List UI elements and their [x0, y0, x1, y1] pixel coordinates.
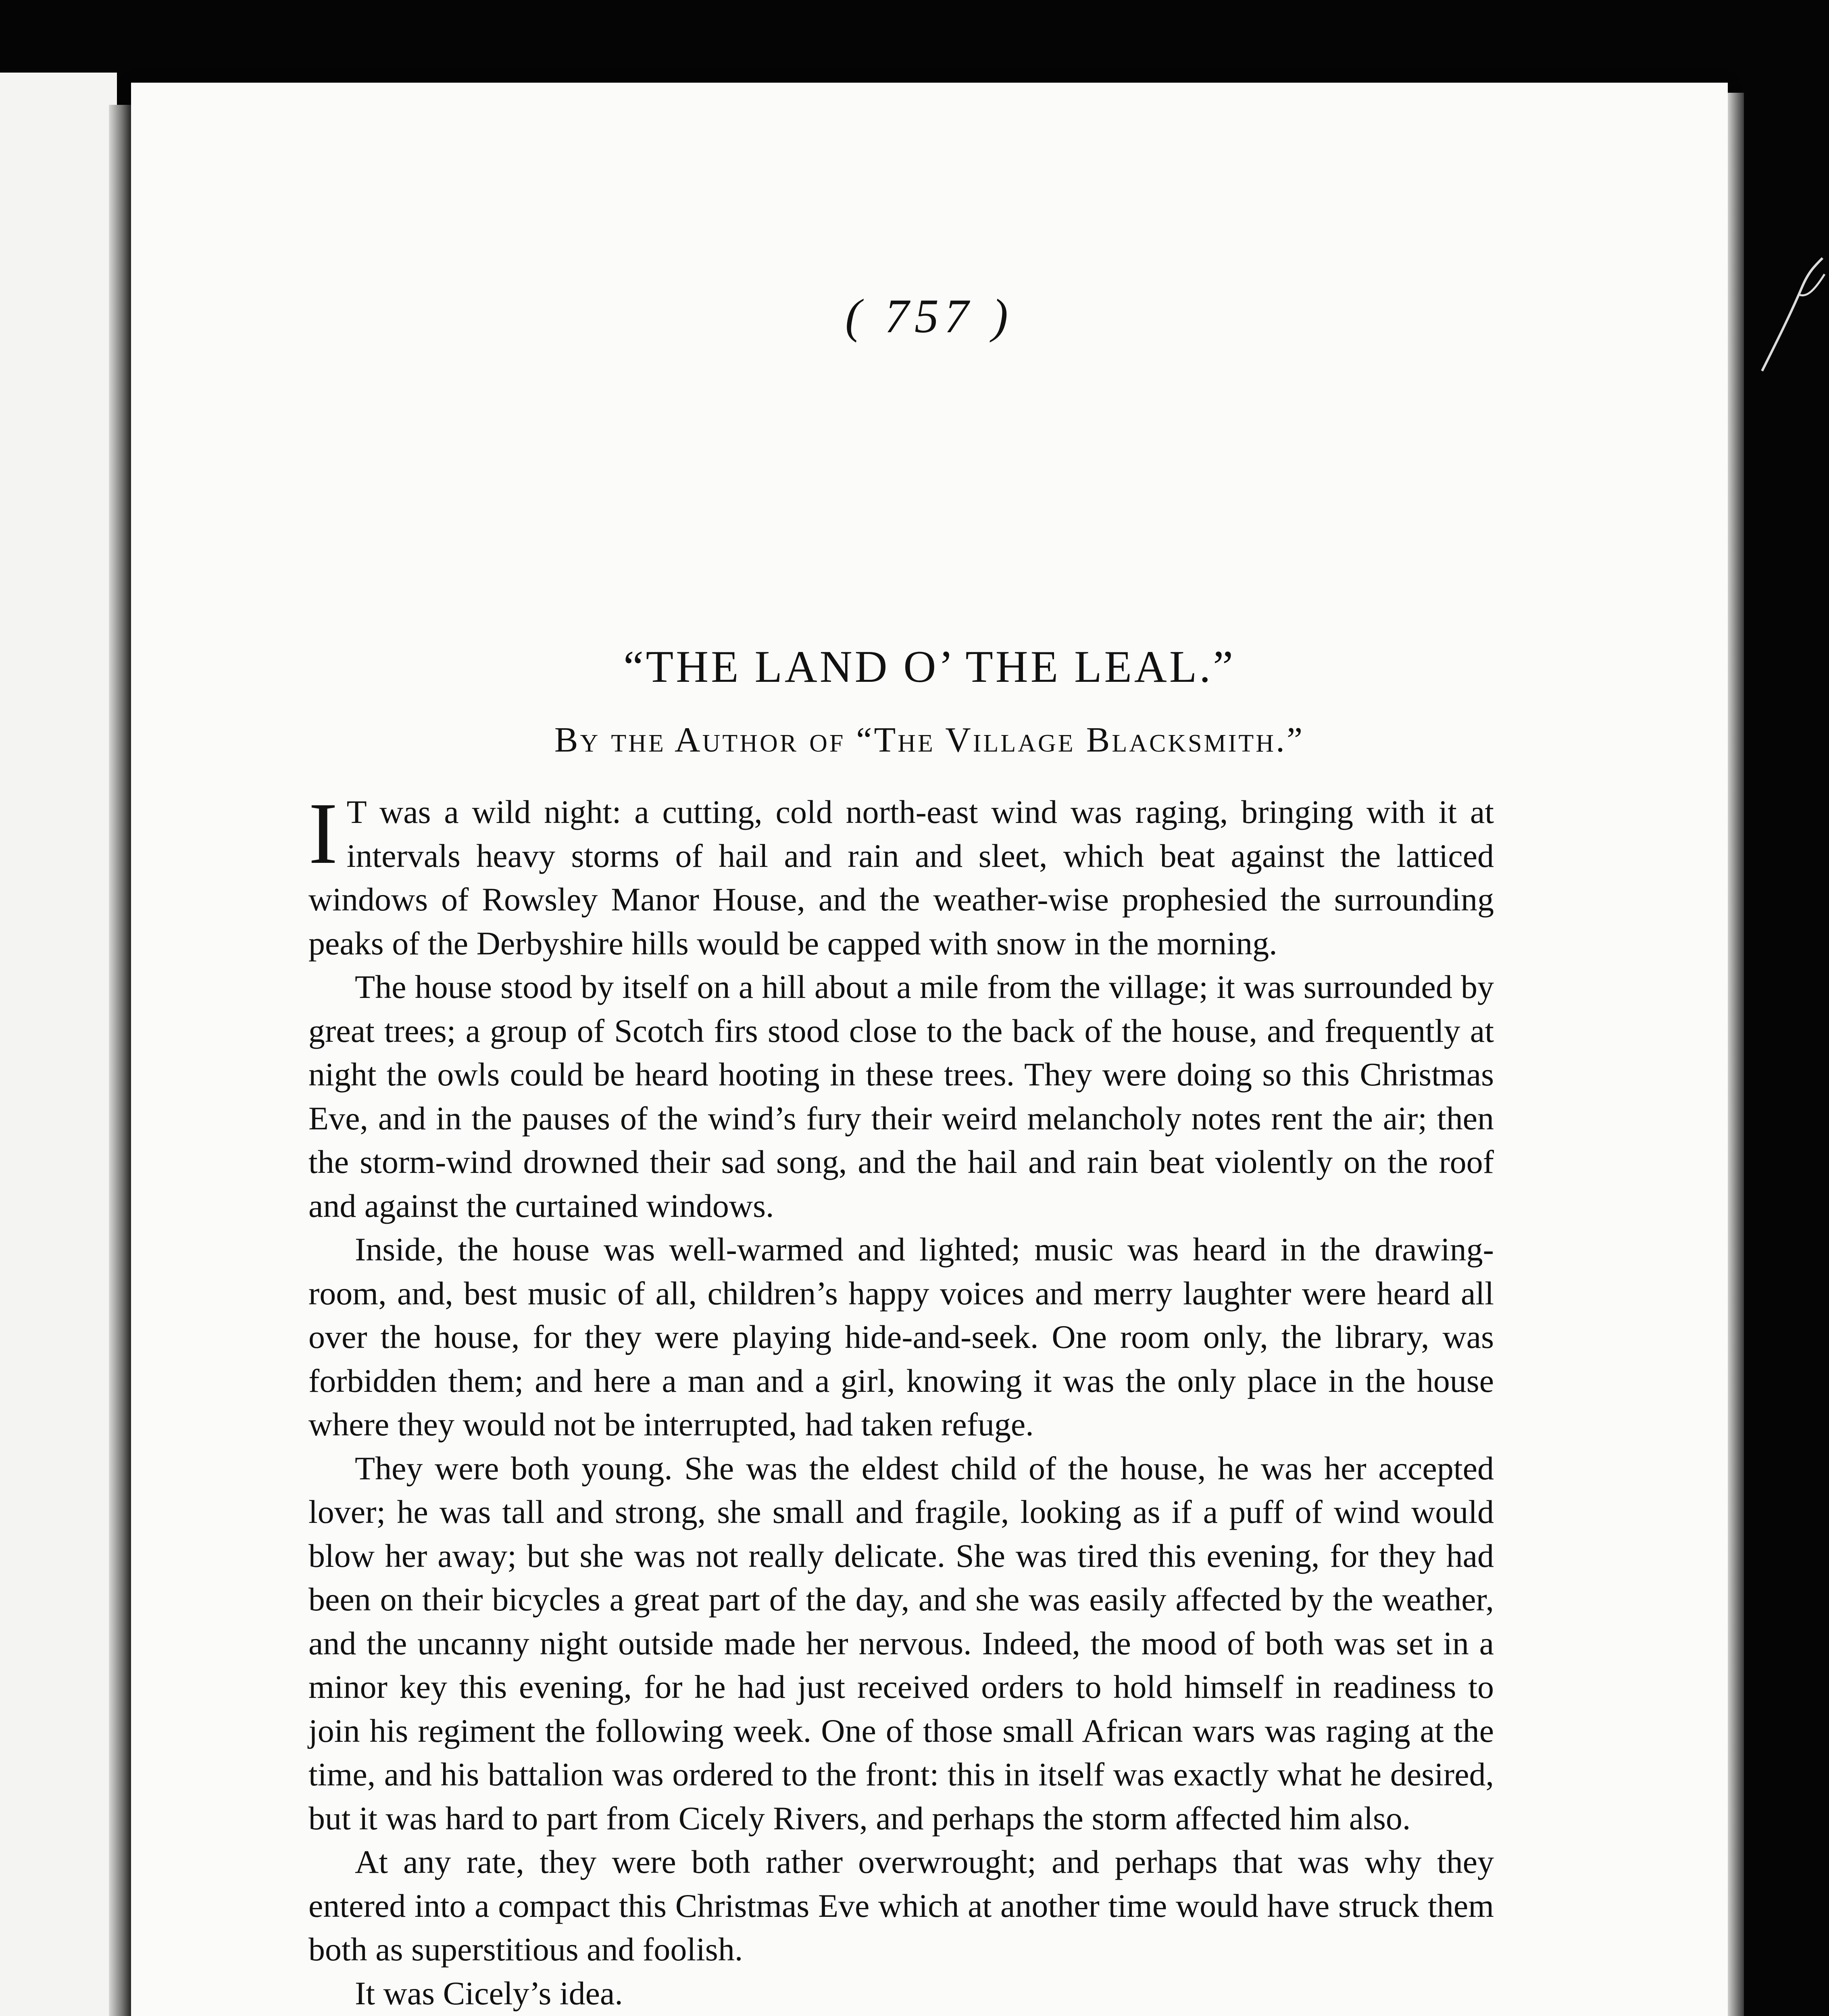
paragraph: The house stood by itself on a hill about a mile from the village; it was surrounded by great trees; a group of Scotch firs stood close to the back of the house, and frequently at night the owls could be heard hooting in these trees. They were doing so this Christmas Eve, and in the pauses of the wind’s fury their weird melancholy notes rent the air; then the storm-wind drowned their sad song, and the hail and rain beat violently on the roof and against the curtained windows. [308, 968, 1494, 1224]
paragraph-text: T was a wild night: a cutting, cold north-east wind was raging, bringing with it at intervals heavy storms of hail and rain and sleet, which beat against the latticed windows of Rowsley Manor House, and the weather-wise prophesied the surrounding peaks of the Derbyshire hills would be capped with snow in the morning. [308, 793, 1494, 962]
paragraph: At any rate, they were both rather overwrought; and perhaps that was why they entered into a compact this Christmas Eve which at another time would have struck them both as superstitious and foolish. [308, 1843, 1494, 1968]
story-title: “THE LAND O’ THE LEAL.” [623, 642, 1235, 692]
drop-cap: I [308, 785, 338, 882]
story-body [308, 785, 1494, 2016]
book-page [131, 83, 1728, 2016]
paragraph [308, 785, 1494, 965]
right-page-edge [1728, 93, 1744, 2016]
book-gutter [109, 105, 133, 2016]
paragraph: They were both young. She was the eldest child of the house, he was her accepted lover; he was tall and strong, she small and fragile, looking as if a puff of wind would blow her away; but she was not really delicate. She was tired this evening, for they had been on their bicycles a great part of the day, and she was easily affected by the weather, and the uncanny night outside made her nervous. Indeed, the mood of both was set in a minor key this evening, for he had just received orders to hold himself in readiness to join his regiment the following week. One of those small African wars was raging at the time, and his battalion was ordered to the front: this in itself was exactly what he desired, but it was hard to part from Cicely Rivers, and perhaps the storm affected him also. [308, 1450, 1494, 1837]
story-byline: By the Author of “The Village Blacksmith.” [554, 721, 1305, 760]
left-page-edge [0, 73, 117, 2016]
paragraph: Inside, the house was well-warmed and lighted; music was heard in the drawing-room, and, best music of all, children’s happy voices and merry laughter were heard all over the house, for they were playing hide-and-seek. One room only, the library, was forbidden them; and here a man and a girl, knowing it was the only place in the house where they would not be interrupted, had taken refuge. [308, 1231, 1494, 1443]
pencil-mark-icon [1754, 250, 1829, 379]
paragraph: It was Cicely’s idea. [355, 1974, 623, 2012]
page-number: ( 757 ) [845, 289, 1014, 343]
